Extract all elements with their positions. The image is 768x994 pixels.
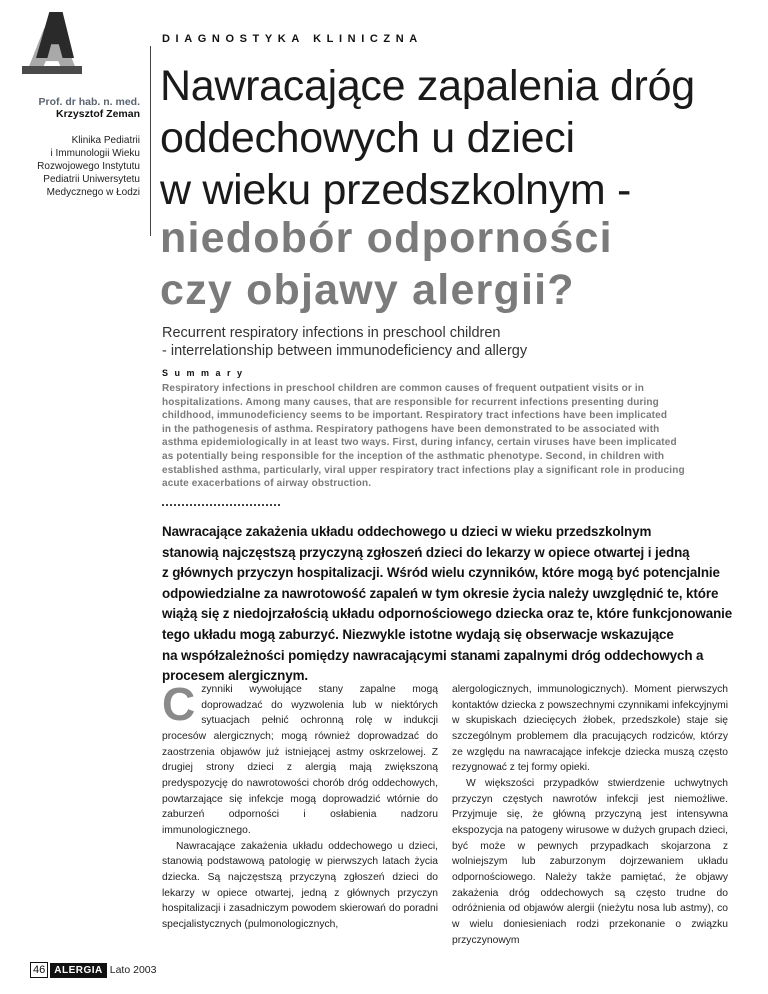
author-degree: Prof. dr hab. n. med. xyxy=(38,96,140,108)
section-label: DIAGNOSTYKA KLINICZNA xyxy=(162,33,423,45)
logo-bar xyxy=(22,66,82,74)
lead-line: tego układu mogą zaburzyć. Niezwykle istotne wydają się obserwacje wskazujące xyxy=(162,626,674,642)
article-title-bold xyxy=(160,212,760,316)
affiliation-line: Rozwojowego Instytutu xyxy=(37,161,140,172)
body-column-right xyxy=(452,682,728,948)
page-number: 46 xyxy=(30,962,48,978)
summary-text xyxy=(162,382,752,491)
drop-cap: C xyxy=(162,678,196,730)
article-title xyxy=(160,60,760,216)
lead-line: na współzależności pomiędzy nawracającymi stanami zapalnymi dróg oddechowych a xyxy=(162,647,704,663)
lead-line: procesem alergicznym. xyxy=(162,668,309,684)
lead-paragraph xyxy=(162,522,757,687)
author-name: Krzysztof Zeman xyxy=(55,108,140,120)
summary-line: established asthma, particularly, viral upper respiratory tract infections play a significant role in producing xyxy=(162,464,685,476)
author-block xyxy=(20,96,140,199)
journal-issue: Lato 2003 xyxy=(109,964,157,976)
summary-dotted-divider xyxy=(162,504,280,506)
author-affiliation xyxy=(20,134,140,199)
title-line: oddechowych u dzieci xyxy=(160,114,575,162)
body-column-left xyxy=(162,678,438,933)
english-title-line: - interrelationship between immunodeficiency and allergy xyxy=(162,343,528,359)
body-paragraph: Nawracające zakażenia układu oddechowego u dzieci, stanowią podstawową patologię w pierwszych latach życia dziecka. Są najczęstszą przyczyną zgłoszeń dzieci do lekarzy w opiece otwartej, jedną z głównych przyczyn hospitalizacji i zasadniczym powodem skierowań do poradni specjalistycznych (pulmonologicznych, xyxy=(162,840,438,930)
body-paragraph: alergologicznych, immunologicznych). Moment pierwszych kontaktów dziecka z powszechnymi czynnikami infekcyjnymi w skupiskach dziecięcych żłobek, przedszkole) staje się szczególnym problemem dla pracujących rodziców, którzy ze względu na nawracające infekcje dziecka muszą często rezygnować z tej formy opieki. xyxy=(452,684,728,774)
journal-logo xyxy=(22,12,84,82)
page-footer xyxy=(30,962,156,978)
title-bold-line: czy objawy alergii? xyxy=(160,266,575,314)
summary-line: Respiratory infections in preschool children are common causes of frequent outpatient visits or in xyxy=(162,383,645,394)
affiliation-line: Klinika Pediatrii xyxy=(71,135,140,146)
summary-line: childhood, immunodeficiency seems to be important. Respiratory tract infections have been implicated xyxy=(162,410,668,422)
lead-line: Nawracające zakażenia układu oddechowego u dzieci w wieku przedszkolnym xyxy=(162,524,652,539)
journal-name: ALERGIA xyxy=(50,963,107,978)
title-bold-line: niedobór odporności xyxy=(160,214,613,262)
english-title-line: Recurrent respiratory infections in preschool children xyxy=(162,325,501,341)
lead-line: wiążą się z niedojrzałością układu odpornościowego dziecka oraz te, które funkcjonowanie xyxy=(162,606,733,622)
summary-line: acute exacerbations of airway obstruction. xyxy=(162,478,372,490)
summary-line: as potentially being responsible for the inception of the asthmatic phenotype. Second, in children with xyxy=(162,450,665,462)
summary-line: hospitalizations. Among many causes, that are responsible for recurrent infections presenting during xyxy=(162,396,659,408)
title-line: w wieku przedszkolnym - xyxy=(160,166,632,214)
affiliation-line: Medycznego w Łodzi xyxy=(46,187,140,198)
header-divider xyxy=(150,46,151,236)
english-title xyxy=(162,324,762,360)
lead-line: z głównych przyczyn hospitalizacji. Wśród wielu czynników, które mogą być potencjalnie xyxy=(162,565,720,581)
body-paragraph: W większości przypadków stwierdzenie uchwytnych przyczyn częstych nawrotów infekcji jest niemożliwe. Przyjmuje się, że główną przyczyną jest intensywna ekspozycja na patogeny wirusowe w dużych grupach dzieci, być może w pewnych przypadkach skojarzona z wolniejszym lub zaburzonym dojrzewaniem układu odpornościowego. Należy także pamiętać, że objawy zakażenia dróg oddechowych są często trudne do odróżnienia od objawów alergii (nieżytu nosa lub astmy), co w wielu doniesieniach rodzi przekonanie o związku przyczynowym xyxy=(452,777,728,946)
body-text: zynniki wywołujące stany zapalne mogą doprowadzać do wyzwolenia lub w niektórych sytuacjach pełnić ochronną rolę w indukcji procesów alergicznych; mogą również doprowadzać do zaostrzenia objawów już istniejącej astmy oskrzelowej. Z drugiej strony dzieci z alergią mają zwiększoną predyspozycję do nawrotowości chorób dróg oddechowych, powtarzające się infekcje mogą doprowadzić wtórnie do zaburzeń odporności i osłabienia nadzoru immunologicznego. xyxy=(162,684,438,836)
summary-heading: Summary xyxy=(162,368,249,378)
body-paragraph xyxy=(162,678,438,839)
lead-line: stanowią najczęstszą przyczyną zgłoszeń dzieci do lekarzy w opiece otwartej i jedną xyxy=(162,544,690,560)
affiliation-line: Pediatrii Uniwersytetu xyxy=(43,174,140,185)
title-line: Nawracające zapalenia dróg xyxy=(160,62,695,110)
lead-line: odpowiedzialne za nawrotowość zapaleń w tym okresie życia należy uwzględnić te, które xyxy=(162,585,719,601)
summary-line: in the pathogenesis of asthma. Respiratory pathogens have been demonstrated to be associated with xyxy=(162,423,660,435)
summary-line: asthma epidemiologically in at least two ways. First, during infancy, certain viruses have been implicated xyxy=(162,437,677,449)
affiliation-line: i Immunologii Wieku xyxy=(50,148,140,159)
